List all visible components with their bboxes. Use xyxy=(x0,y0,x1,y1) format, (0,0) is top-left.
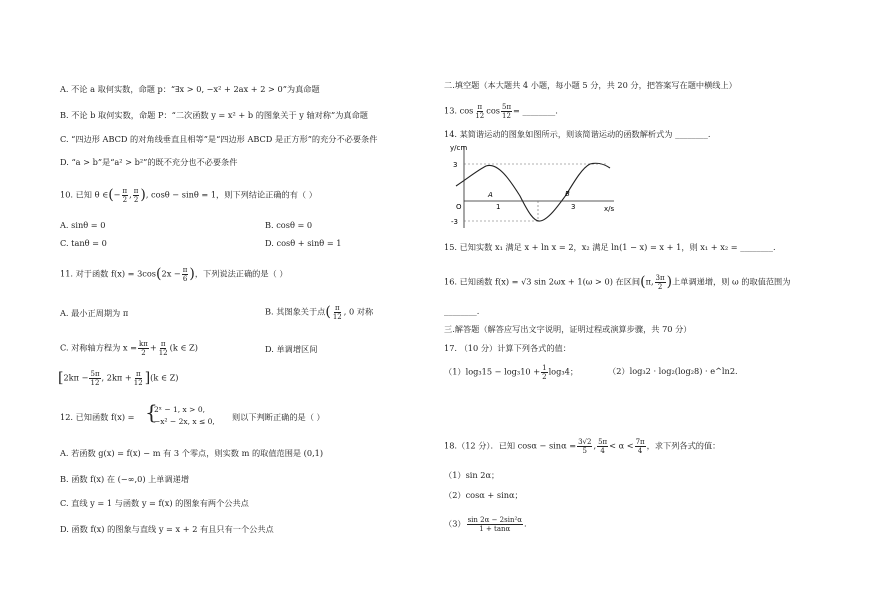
question-16: 16. 已知函数 f(x) = √3 sin 2ωx + 1(ω > 0) 在区间(π, $\frac{3\pi}{2}$ )上单调递增，则 ω 的取值范围为 xyxy=(444,274,791,291)
q11-c-frac-2: $\frac{\pi}{12}$ xyxy=(158,340,168,357)
q12-option-c: C. 直线 y = 1 与函数 y = f(x) 的图象有两个公共点 xyxy=(60,498,249,508)
q11-c-text: C. 对称轴方程为 x = xyxy=(60,342,137,353)
section-2-heading: 二.填空题（本大题共 4 小题，每小题 5 分，共 20 分，把答案写在题中横线上） xyxy=(444,80,737,90)
q11-arg: 2x − xyxy=(161,268,181,279)
origin-label: O xyxy=(456,203,462,211)
q17-1-left: （1）log₃15 − log₃10 + xyxy=(444,366,541,377)
q17-part-1 xyxy=(444,364,578,381)
q18-frac-2: $\frac{5\pi}{4}$ xyxy=(598,438,608,455)
q11-option-c xyxy=(60,340,198,357)
q10-stem: 10. 已知 θ ∈ xyxy=(60,189,109,200)
q17-1-right: log₃4； xyxy=(548,366,579,377)
q12-option-d: D. 函数 f(x) 的图象与直线 y = x + 2 有且只有一个公共点 xyxy=(60,524,274,534)
q18-part-2: （2）cosα + sinα； xyxy=(444,490,523,500)
q18-3-frac: $\frac{\text{sin 2α − 2sin²α}}{1 + \tan\alpha}$ xyxy=(467,516,522,533)
y-axis-label: y/cm xyxy=(450,144,468,152)
q11-option-d: D. 单调增区间 xyxy=(265,344,318,354)
tick-x-1: 1 xyxy=(496,203,501,211)
q11-b-text: B. 其图象关于点 xyxy=(265,306,326,317)
q11-d-frac-2: $\frac{\pi}{12}$ xyxy=(133,370,143,387)
question-14: 14. 某简谐运动的图象如图所示，则该简谐运动的函数解析式为 ________. xyxy=(444,129,711,139)
q18-part-1: （1）sin 2α； xyxy=(444,470,500,480)
tick-y-3: 3 xyxy=(453,161,458,169)
q16-answer-blank: ________. xyxy=(444,306,480,316)
q13-frac-2: $\frac{5\pi}{12}$ xyxy=(501,103,512,120)
q9-option-d: D. “a > b”是“a² > b²”的既不充分也不必要条件 xyxy=(60,157,238,167)
point-b-label: B xyxy=(565,190,570,198)
point-a-label: A xyxy=(488,191,493,199)
q10-option-c: C. tanθ = 0 xyxy=(60,238,107,248)
q12-case-2: −x² − 2x, x ≤ 0, xyxy=(154,417,215,426)
tick-y-neg3: -3 xyxy=(451,218,458,226)
q11-frac: $\frac{\pi}{6}$ xyxy=(182,266,188,283)
q13-cos-2: cos xyxy=(486,105,500,116)
q18-frac-3: $\frac{7\pi}{4}$ xyxy=(635,438,645,455)
q18-ineq: < α < xyxy=(609,440,634,451)
question-13 xyxy=(444,103,558,120)
q12-option-b: B. 函数 f(x) 在 (−∞,0) 上单调递增 xyxy=(60,474,190,484)
q11-option-b: B. 其图象关于点( $\frac{\pi}{12}$ , 0 对称 xyxy=(265,304,374,321)
q9-option-b: B. 不论 b 取何实数，命题 P：“二次函数 y = x² + b 的图象关于 y 轴对称”为真命题 xyxy=(60,110,368,120)
q11-c-plus: + xyxy=(149,342,157,353)
q13-frac-1: $\frac{\pi}{12}$ xyxy=(475,103,485,120)
q11-stem: 11. 对于函数 f(x) = 3cos xyxy=(60,268,157,279)
q17-1-frac: $\frac{1}{2}$ xyxy=(542,364,547,381)
question-18 xyxy=(444,438,720,455)
tick-x-3: 3 xyxy=(571,203,576,211)
q10-minus: − xyxy=(113,189,121,200)
q10-frac-1: $\frac{\pi}{2}$ xyxy=(122,187,128,204)
q10-frac-2: $\frac{\pi}{2}$ xyxy=(133,187,139,204)
q11-d-left: 2kπ − xyxy=(63,372,89,383)
question-17: 17. （10 分）计算下列各式的值： xyxy=(444,343,571,353)
q11-d-mid: , 2kπ + xyxy=(101,372,132,383)
q11-c-frac-1: $\frac{k\pi}{2}$ xyxy=(139,340,148,357)
q18-comma: , xyxy=(593,440,597,451)
q11-c-tail: (k ∈ Z) xyxy=(169,342,198,353)
q11-stem-tail: ，下列说法正确的是（ ） xyxy=(194,268,288,279)
q18-3-label: （3） xyxy=(444,518,466,529)
q11-d-frac-1: $\frac{5\pi}{12}$ xyxy=(90,370,100,387)
q16-interval-left: π, xyxy=(645,276,654,287)
q11-d-interval: [2kπ − $\frac{5\pi}{12}$ , 2kπ + $\frac{\pi}{12}$ ](k ∈ Z) xyxy=(58,370,179,387)
simple-harmonic-graph xyxy=(448,140,624,232)
x-axis-label: x/s xyxy=(604,205,615,213)
q18-frac-1: $\frac{3√2}{5}$ xyxy=(578,438,592,455)
question-10: 10. 已知 θ ∈(− $\frac{\pi}{2}$ , $\frac{\pi}{2}$ ), cosθ − sinθ = 1，则下列结论正确的有（ ） xyxy=(60,187,317,204)
q11-b-tail: , 0 对称 xyxy=(343,306,374,317)
q10-stem-tail: , cosθ − sinθ = 1，则下列结论正确的有（ ） xyxy=(145,189,317,200)
q18-stem-tail: ，求下列各式的值： xyxy=(646,440,721,451)
q9-option-a: A. 不论 a 取何实数，命题 p：“∃x > 0, −x² + 2ax + 2 > 0”为真命题 xyxy=(60,84,320,94)
question-15: 15. 已知实数 x₁ 满足 x + ln x = 2，x₂ 满足 ln(1 − x) = x + 1，则 x₁ + x₂ = ________. xyxy=(444,242,776,252)
wave-curve xyxy=(456,163,610,221)
q12-stem: 12. 已知函数 f(x) = xyxy=(60,412,135,422)
q12-stem-tail: 则以下判断正确的是（ ） xyxy=(232,412,325,422)
section-3-heading: 三.解答题（解答应写出文字说明，证明过程或演算步骤，共 70 分） xyxy=(444,324,692,334)
q16-stem-tail: 上单调递增，则 ω 的取值范围为 xyxy=(672,276,791,287)
q13-answer-blank: = ________. xyxy=(513,105,558,116)
q10-option-a: A. sinθ = 0 xyxy=(60,220,106,230)
q16-stem: 16. 已知函数 f(x) = √3 sin 2ωx + 1(ω > 0) 在区间 xyxy=(444,276,641,287)
q10-option-b: B. cosθ = 0 xyxy=(265,220,313,230)
q17-part-2: （2）log₃2 · log₂(log₂8) · e^ln2. xyxy=(608,366,738,376)
q12-brace: { xyxy=(145,400,158,424)
q9-option-c: C. “四边形 ABCD 的对角线垂直且相等”是“四边形 ABCD 是正方形”的充分不必要条件 xyxy=(60,134,378,144)
q10-option-d: D. cosθ + sinθ = 1 xyxy=(265,238,342,248)
q16-frac: $\frac{3\pi}{2}$ xyxy=(655,274,665,291)
q13-cos-1: 13. cos xyxy=(444,105,474,116)
question-11: 11. 对于函数 f(x) = 3cos(2x − $\frac{\pi}{6}$ )，下列说法正确的是（ ） xyxy=(60,266,288,283)
q11-d-tail: (k ∈ Z) xyxy=(150,372,179,383)
q18-3-period: . xyxy=(523,518,527,529)
q12-option-a: A. 若函数 g(x) = f(x) − m 有 3 个零点，则实数 m 的取值范围是 (0,1) xyxy=(60,448,324,458)
q18-stem: 18.（12 分）．已知 cosα − sinα = xyxy=(444,440,577,451)
q11-option-a: A. 最小正周期为 π xyxy=(60,308,129,318)
q18-part-3 xyxy=(444,516,527,533)
q11-b-frac: $\frac{\pi}{12}$ xyxy=(332,304,342,321)
q12-case-1: 2ˣ − 1, x > 0, xyxy=(154,405,205,414)
